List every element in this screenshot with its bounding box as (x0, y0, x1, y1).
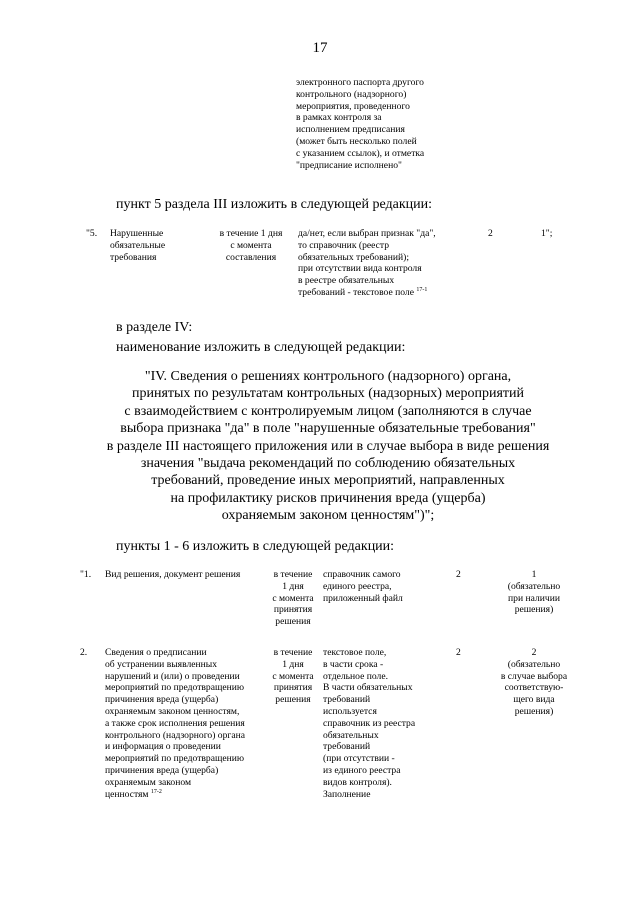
text-line: Заполнение (323, 788, 371, 800)
text-line: в течение (273, 569, 313, 580)
text-line: охраняемым законом ценностям")"; (221, 508, 435, 524)
text-line: а также срок исполнения решения (105, 717, 245, 729)
text-line: причинения вреда (ущерба) (105, 764, 219, 776)
text-line: мероприятий по предотвращению (105, 682, 245, 694)
text-line: справочник из реестра (323, 717, 416, 729)
page-number: 17 (312, 40, 328, 56)
text-line: в рамках контроля за (296, 112, 382, 124)
text-line: (обязательно (507, 580, 561, 592)
text-line: используется (323, 705, 377, 717)
text-line: выбора признака "да" в поле "нарушенные обязательные требования" (120, 421, 536, 437)
text-line: решения (275, 616, 311, 628)
text-line: на профилактику рисков причинения вреда (ущерба) (170, 490, 486, 506)
text-line: соответствую- (504, 682, 564, 694)
text-line: мероприятий по предотвращению (105, 753, 245, 765)
text-line: отдельное поле. (323, 670, 388, 682)
text-line: справочник самого (323, 569, 401, 580)
text-line: принятия (273, 682, 313, 694)
text-line: в течение 1 дня (219, 228, 283, 239)
text-line: из единого реестра (323, 764, 401, 776)
text-line: об устранении выявленных (105, 658, 218, 670)
field-description (323, 647, 443, 800)
text-line: контрольного (надзорного) органа (105, 729, 245, 741)
field-description (323, 569, 443, 604)
text-line: решения) (514, 604, 554, 616)
instruction-points-1-6: пункты 1 - 6 изложить в следующей редакции: (116, 539, 395, 554)
text-line: контрольного (надзорного) (296, 88, 407, 100)
text-line: Сведения о предписании (105, 647, 207, 658)
text-line: приложенный файл (323, 592, 403, 604)
text-line: исполнением предписания (296, 124, 405, 136)
field-level: 2 (456, 647, 461, 658)
text-line: "IV. Сведения о решениях контрольного (надзорного) органа, (144, 369, 512, 384)
row-number: 2. (80, 647, 88, 658)
text-line: текстовое поле, (323, 647, 387, 658)
field-term (205, 228, 297, 263)
table-row-1 (0, 569, 640, 639)
field-mandatory: 1"; (541, 228, 553, 239)
field-name (110, 228, 200, 263)
text-line: принятых по результатам контрольных (надзорных) мероприятий (131, 386, 524, 402)
text-line: (может быть несколько полей (296, 135, 417, 147)
text-line: требований - текстовое поле (298, 286, 414, 298)
text-line: в течение (273, 647, 313, 658)
text-line: в части срока - (323, 658, 384, 670)
text-line: 1 дня (282, 658, 304, 670)
text-line: охраняемым законом (105, 776, 192, 788)
text-line: мероприятия, проведенного (296, 100, 410, 112)
field-level: 2 (488, 228, 493, 239)
footnote-ref: 17-1 (416, 286, 428, 293)
field-description (298, 228, 463, 299)
text-line: обязательных требований); (298, 251, 410, 263)
text-line: в случае выбора (500, 670, 568, 682)
section-4-title (78, 368, 578, 525)
text-line: 1 дня (282, 580, 304, 592)
text-line: охраняемым законом ценностям, (105, 705, 240, 717)
text-line: то справочник (реестр (298, 239, 389, 251)
instruction-point-5: пункт 5 раздела III изложить в следующей редакции: (116, 197, 433, 212)
text-line: с момента (272, 670, 314, 682)
text-line: Нарушенные (110, 228, 164, 239)
row-number: "5. (86, 228, 98, 239)
text-line: с момента (272, 592, 314, 604)
instruction-section-4: в разделе IV: (116, 320, 193, 335)
field-mandatory (484, 647, 584, 718)
text-line: с указанием ссылок), и отметка (296, 147, 425, 159)
field-name (105, 647, 265, 800)
text-line: ценностям (105, 788, 149, 800)
text-line: требований (323, 741, 371, 753)
text-line: 1 (531, 569, 537, 580)
text-line: составления (225, 251, 277, 263)
text-line: решения (275, 694, 311, 706)
text-line: единого реестра, (323, 580, 392, 592)
text-line: и информация о проведении (105, 741, 221, 753)
footnote-ref: 17-2 (150, 788, 162, 795)
text-line: В части обязательных (323, 682, 413, 694)
text-line: щего вида (513, 694, 555, 706)
previous-cell-continuation (296, 77, 466, 171)
field-term (265, 569, 321, 628)
text-line: нарушений и (или) о проведении (105, 670, 240, 682)
text-line: требований, проведение иных мероприятий, направленных (151, 473, 505, 489)
text-line: (обязательно (507, 658, 561, 670)
table-row-2 (0, 647, 640, 817)
text-line: да/нет, если выбран признак "да", (298, 228, 436, 239)
text-line: обязательные (110, 239, 166, 251)
text-line: с взаимодействием с контролируемым лицом (заполняются в случае (124, 403, 532, 419)
field-level: 2 (456, 569, 461, 580)
instruction-rename: наименование изложить в следующей редакции: (116, 340, 406, 355)
text-line: в разделе III настоящего приложения или в случае выбора в виде решения (106, 438, 550, 454)
text-line: (при отсутствии - (323, 753, 395, 765)
text-line: в реестре обязательных (298, 275, 395, 287)
field-name (105, 569, 265, 581)
field-mandatory (484, 569, 584, 616)
text-line: решения) (514, 705, 554, 717)
table-row-5 (0, 228, 640, 308)
text-line: электронного паспорта другого (296, 77, 424, 88)
text-line: обязательных (323, 729, 379, 741)
text-line: при отсутствии вида контроля (298, 263, 422, 275)
row-number: "1. (80, 569, 92, 580)
text-line: Вид решения, документ решения (105, 569, 241, 580)
field-term (265, 647, 321, 706)
text-line: требования (110, 251, 157, 263)
text-line: принятия (273, 604, 313, 616)
text-line: при наличии (508, 592, 560, 604)
text-line: "предписание исполнено" (296, 159, 402, 171)
text-line: причинения вреда (ущерба) (105, 694, 219, 706)
text-line: 2 (531, 647, 537, 658)
text-line: с момента (230, 239, 272, 251)
text-line: видов контроля). (323, 776, 392, 788)
text-line: значения "выдача рекомендаций по соблюдению обязательных (140, 456, 516, 472)
text-line: требований (323, 694, 371, 706)
